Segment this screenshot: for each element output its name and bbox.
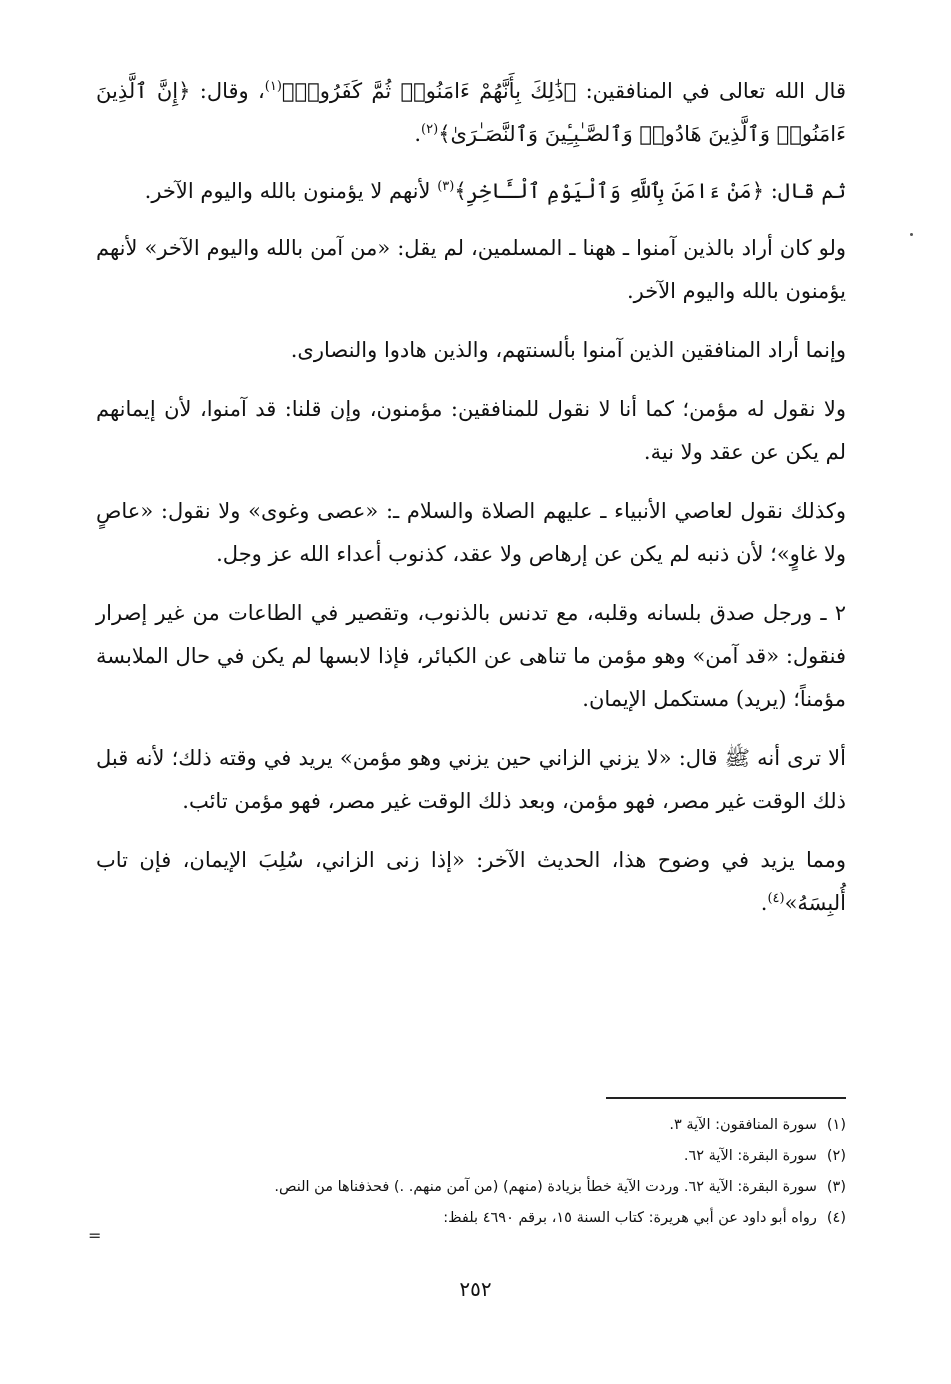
footnote-3 xyxy=(86,1172,846,1203)
quran-verse-3: ﴿مَنْ ءَامَنَ بِٱللَّهِ وَٱلْيَوْمِ ٱلْـَٔاخِرِ﴾ xyxy=(454,179,765,203)
paragraph-6: وكذلك نقول لعاصي الأنبياء ـ عليهم الصلاة والسلام ـ: «عصى وغوى» ولا نقول: «عاصٍ ولا غاوٍ»؛ لأن ذنبه لم يكن عن إرهاص ولا عقد، كذنوب أعداء الله عز وجل. xyxy=(96,499,846,566)
paragraph-9 xyxy=(96,839,846,925)
paragraph-2-end: لأنهم لا يؤمنون بالله واليوم الآخر. xyxy=(144,179,438,203)
footnote-separator xyxy=(606,1097,846,1099)
footnote-number: (١) xyxy=(826,1117,846,1133)
footnote-number: (٤) xyxy=(826,1210,846,1226)
page-number: ٢٥٢ xyxy=(459,1277,492,1301)
paragraph-8: ألا ترى أنه ﷺ قال: «لا يزني الزاني حين يزني وهو مؤمن» يريد في وقته ذلك؛ لأنه قبل ذلك الوقت غير مصر، فهو مؤمن، وبعد ذلك الوقت غير مصر، فهو مؤمن تائب. xyxy=(96,746,846,813)
quran-verse-2: ﴿إِنَّ ٱلَّذِينَ ءَامَنُوا۟ وَٱلَّذِينَ هَادُوا۟ وَٱلصَّـٰبِـِٔينَ وَٱلنَّصَـٰرَىٰ﴾ xyxy=(96,79,846,146)
margin-dot xyxy=(910,233,913,236)
footnote-ref-4: (٤) xyxy=(767,891,785,906)
footnote-text: رواه أبو داود عن أبي هريرة: كتاب السنة ١٥، برقم ٤٦٩٠ بلفظ: xyxy=(443,1210,817,1226)
paragraph-1-middle: ، وقال: xyxy=(190,79,265,103)
footnote-text: سورة المنافقون: الآية ٣. xyxy=(669,1117,817,1133)
paragraph-3: ولو كان أراد بالذين آمنوا ـ ههنا ـ المسلمين، لم يقل: «من آمن بالله واليوم الآخر» لأنهم يؤمنون بالله واليوم الآخر. xyxy=(96,236,846,303)
paragraph-9-text: ومما يزيد في وضوح هذا، الحديث الآخر: «إذا زنى الزاني، سُلِبَ الإيمان، فإن تاب أُلبِسَهُ» xyxy=(96,848,846,915)
footnote-4 xyxy=(86,1203,846,1234)
quran-verse-1: ﴿ذَٰلِكَ بِأَنَّهُمْ ءَامَنُوا۟ ثُمَّ كَفَرُوا۟﴾ xyxy=(281,79,577,103)
footnote-1 xyxy=(86,1110,846,1141)
continuation-mark: = xyxy=(88,1226,102,1245)
paragraph-2 xyxy=(96,170,846,213)
footnote-ref-1: (١) xyxy=(264,79,282,94)
page-body xyxy=(96,70,846,941)
footnote-number: (٣) xyxy=(826,1179,846,1195)
footnote-2 xyxy=(86,1141,846,1172)
footnote-text: سورة البقرة: الآية ٦٢. xyxy=(683,1148,817,1164)
footnotes xyxy=(86,1110,846,1234)
paragraph-5: ولا نقول له مؤمن؛ كما أنا لا نقول للمنافقين: مؤمنون، وإن قلنا: قد آمنوا، لأن إيمانهم لم يكن عن عقد ولا نية. xyxy=(96,397,846,464)
footnote-text: سورة البقرة: الآية ٦٢. وردت الآية خطأ بزيادة (منهم) (من آمن منهم. .) فحذفناها من النص. xyxy=(274,1179,817,1195)
footnote-number: (٢) xyxy=(826,1148,846,1164)
footnote-ref-2: (٢) xyxy=(421,122,439,137)
paragraph-2-intro: ثم قال: xyxy=(764,179,846,203)
paragraph-1-end: . xyxy=(414,122,422,146)
paragraph-9-end: . xyxy=(760,891,768,915)
paragraph-4: وإنما أراد المنافقين الذين آمنوا بألسنتهم، والذين هادوا والنصارى. xyxy=(290,338,846,362)
paragraph-7: ٢ ـ ورجل صدق بلسانه وقلبه، مع تدنس بالذنوب، وتقصير في الطاعات من غير إصرار فنقول: «قد آمن» وهو مؤمن ما تناهى عن الكبائر، فإذا لابسها لم يكن في حال الملابسة مؤمناً؛ (يريد) مستكمل الإيمان. xyxy=(96,601,846,711)
paragraph-1-intro: قال الله تعالى في المنافقين: xyxy=(576,79,846,103)
paragraph-1 xyxy=(96,70,846,156)
footnote-ref-3: (٣) xyxy=(437,179,455,194)
